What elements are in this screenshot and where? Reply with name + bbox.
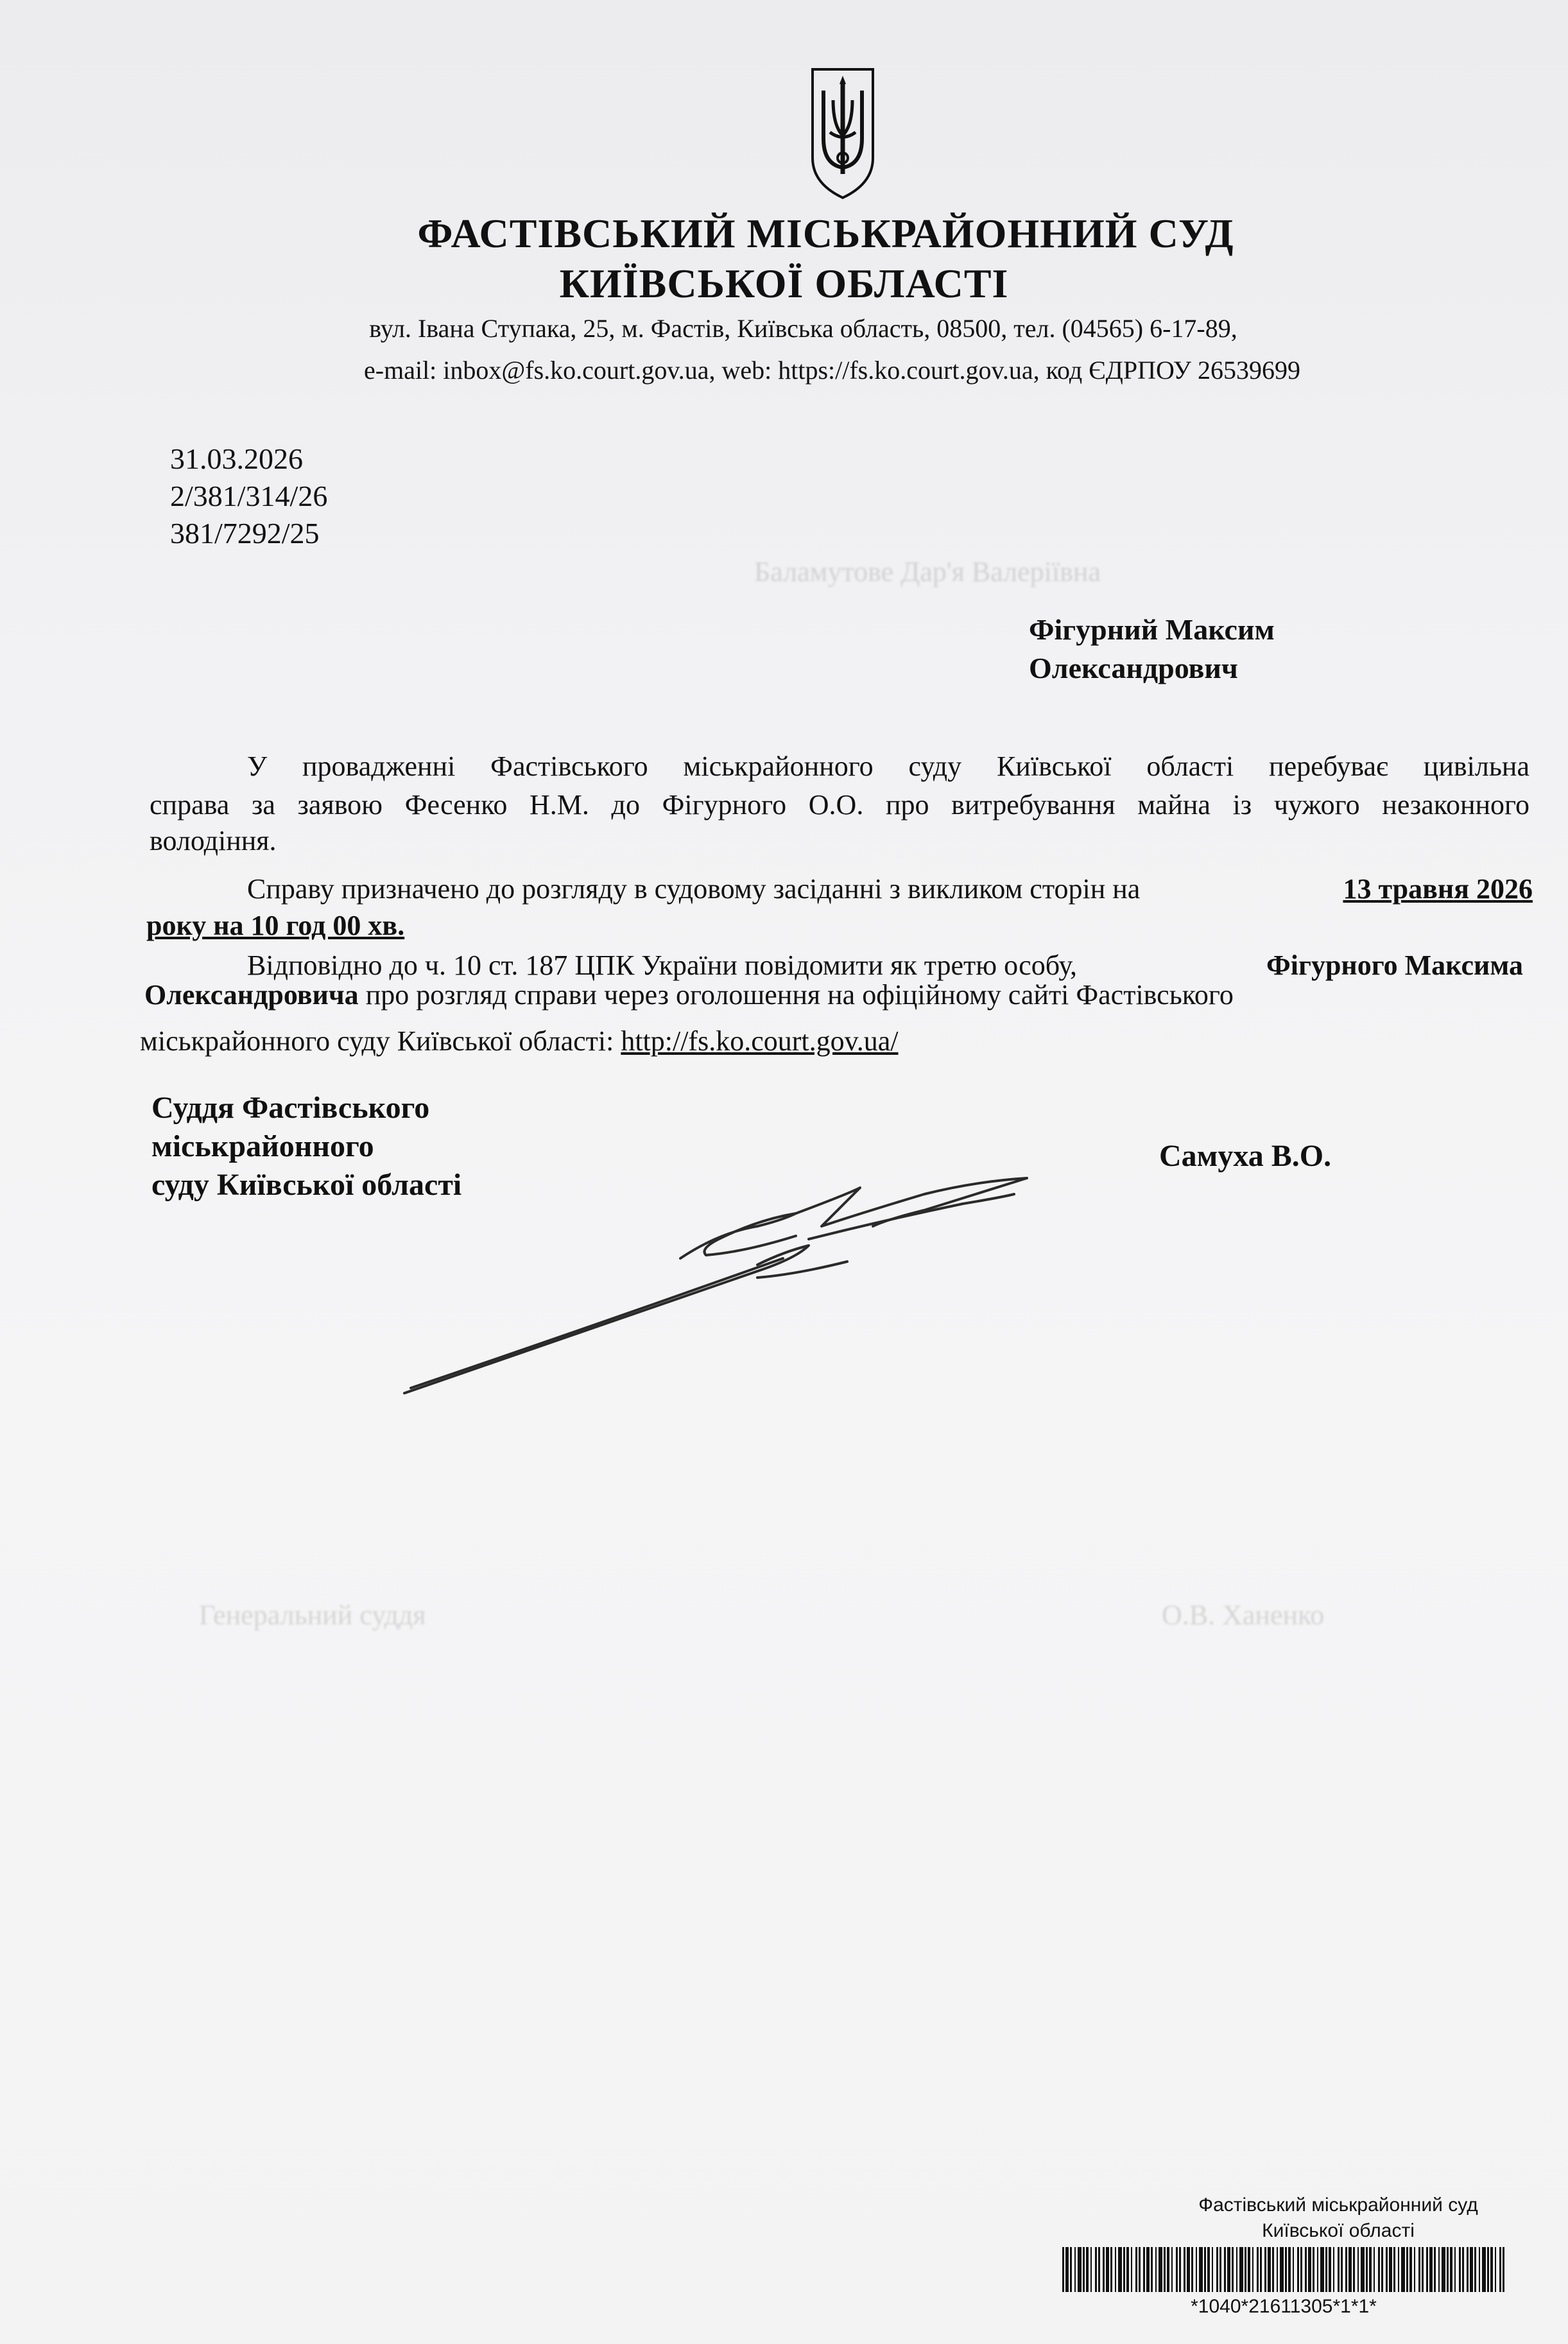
barcode-bar — [1414, 2247, 1415, 2292]
barcode-bar — [1401, 2247, 1405, 2292]
barcode-bar — [1479, 2247, 1480, 2292]
court-title-line2: КИЇВСЬКОЇ ОБЛАСТІ — [559, 261, 1009, 306]
barcode-bar — [1260, 2247, 1262, 2292]
barcode-bar — [1118, 2247, 1122, 2292]
judge-name: Самуха В.О. — [1159, 1139, 1332, 1173]
barcode-bar — [1277, 2247, 1278, 2292]
barcode-bar — [1474, 2247, 1476, 2292]
barcode-bar — [1062, 2247, 1064, 2292]
paragraph-3-line3 — [140, 1027, 899, 1055]
barcode-bar — [1418, 2247, 1420, 2292]
barcode-bar — [1123, 2247, 1125, 2292]
barcode-bar — [1442, 2247, 1445, 2292]
barcode-bar — [1450, 2247, 1452, 2292]
coat-of-arms-icon — [807, 62, 878, 203]
barcode-bar — [1090, 2247, 1092, 2292]
barcode-bar — [1482, 2247, 1486, 2292]
barcode-bar — [1207, 2247, 1210, 2292]
court-title-line1: ФАСТІВСЬКИЙ МІСЬКРАЙОННИЙ СУД — [417, 211, 1234, 256]
barcode-bar — [1374, 2247, 1375, 2292]
judge-title-line2: міськрайонного — [151, 1129, 374, 1163]
paragraph-1-line2: справа за заявою Фесенко Н.М. до Фігурного О.О. про витребування майна із чужого незаконного — [150, 789, 1529, 820]
barcode-bar — [1086, 2247, 1089, 2292]
barcode-bar — [1083, 2247, 1085, 2292]
barcode-bar — [1333, 2247, 1334, 2292]
barcode-bar — [1272, 2247, 1274, 2292]
barcode-bar — [1288, 2247, 1291, 2292]
barcode-bar — [1280, 2247, 1284, 2292]
barcode-bar — [1216, 2247, 1218, 2292]
third-party-name-cont: Олександровича — [144, 979, 359, 1011]
barcode-bar — [1348, 2247, 1352, 2292]
barcode-bar — [1115, 2247, 1116, 2292]
bleed-through-text: О.В. Ханенко — [1162, 1599, 1325, 1631]
barcode-bar — [1143, 2247, 1145, 2292]
judge-title-line3: суду Київської області — [151, 1168, 462, 1202]
barcode-bar — [1126, 2247, 1129, 2292]
barcode-bar — [1227, 2247, 1230, 2292]
barcode-bar — [1357, 2247, 1359, 2292]
court-contacts: e-mail: inbox@fs.ko.court.gov.ua, web: https://fs.ko.court.gov.ua, код ЄДРПОУ 26539699 — [364, 356, 1300, 385]
barcode-bar — [1159, 2247, 1162, 2292]
barcode-bar — [1297, 2247, 1299, 2292]
barcode-bar — [1300, 2247, 1302, 2292]
notice-text-end: міськрайонного суду Київської області: — [140, 1025, 621, 1057]
barcode-bar — [1329, 2247, 1331, 2292]
barcode-bar — [1171, 2247, 1173, 2292]
barcode-bar — [1110, 2247, 1112, 2292]
barcode-icon — [1062, 2247, 1505, 2292]
barcode-bar — [1434, 2247, 1436, 2292]
barcode-bar — [1389, 2247, 1392, 2292]
barcode-bar — [1264, 2247, 1266, 2292]
barcode-bar — [1167, 2247, 1169, 2292]
hearing-text: Справу призначено до розгляду в судовому засіданні з викликом сторін на — [247, 873, 1141, 905]
barcode-bar — [1406, 2247, 1408, 2292]
barcode-bar — [1248, 2247, 1250, 2292]
hearing-time: року на 10 год 00 хв. — [146, 910, 405, 941]
barcode-bar — [1151, 2247, 1153, 2292]
barcode-bar — [1503, 2247, 1504, 2292]
barcode-bar — [1078, 2247, 1081, 2292]
barcode-bar — [1268, 2247, 1271, 2292]
barcode-bar — [1293, 2247, 1294, 2292]
barcode-bar — [1381, 2247, 1383, 2292]
barcode-bar — [1459, 2247, 1461, 2292]
barcode-bar — [1106, 2247, 1109, 2292]
barcode-bar — [1164, 2247, 1166, 2292]
paragraph-1-line1: У провадженні Фастівського міськрайонного суду Київської області перебуває цивільна — [247, 751, 1529, 782]
notice-text: Відповідно до ч. 10 ст. 187 ЦПК України повідомити як третю особу, — [247, 950, 1078, 981]
barcode-bar — [1317, 2247, 1318, 2292]
recipient-name-line2: Олександрович — [1029, 652, 1238, 684]
barcode-bar — [1196, 2247, 1197, 2292]
recipient-name-line1: Фігурний Максим — [1029, 613, 1275, 646]
barcode-bar — [1065, 2247, 1069, 2292]
barcode-bar — [1176, 2247, 1178, 2292]
case-number: 381/7292/25 — [170, 517, 320, 550]
paragraph-3-line1 — [247, 951, 1523, 980]
barcode-bar — [1393, 2247, 1395, 2292]
barcode-bar — [1398, 2247, 1399, 2292]
outgoing-number: 2/381/314/26 — [170, 480, 328, 512]
barcode-bar — [1139, 2247, 1141, 2292]
barcode-bar — [1313, 2247, 1314, 2292]
barcode-bar — [1179, 2247, 1181, 2292]
barcode-bar — [1245, 2247, 1246, 2292]
barcode-bar — [1232, 2247, 1234, 2292]
barcode-bar — [1426, 2247, 1428, 2292]
barcode-bar — [1495, 2247, 1496, 2292]
bleed-through-text: Баламутове Дар'я Валеріївна — [754, 556, 1101, 587]
barcode-bar — [1467, 2247, 1469, 2292]
barcode-bar — [1187, 2247, 1190, 2292]
barcode-bar — [1345, 2247, 1347, 2292]
barcode-bar — [1305, 2247, 1307, 2292]
barcode-bar — [1499, 2247, 1501, 2292]
barcode-bar — [1212, 2247, 1213, 2292]
barcode-bar — [1070, 2247, 1072, 2292]
paragraph-2-line1 — [247, 875, 1533, 903]
barcode-bar — [1074, 2247, 1076, 2292]
barcode-bar — [1378, 2247, 1380, 2292]
barcode-bar — [1353, 2247, 1355, 2292]
barcode-number: *1040*21611305*1*1* — [1191, 2296, 1377, 2317]
barcode-bar — [1386, 2247, 1388, 2292]
barcode-bar — [1095, 2247, 1097, 2292]
barcode-bar — [1184, 2247, 1185, 2292]
stamp-region: Київської області — [1262, 2220, 1415, 2241]
handwritten-signature — [398, 1149, 1168, 1406]
document-date: 31.03.2026 — [170, 442, 303, 475]
barcode-bar — [1191, 2247, 1193, 2292]
barcode-bar — [1422, 2247, 1424, 2292]
barcode-bar — [1285, 2247, 1287, 2292]
judge-title-line1: Суддя Фастівського — [151, 1091, 430, 1125]
barcode-bar — [1199, 2247, 1203, 2292]
court-website-link[interactable]: http://fs.ko.court.gov.ua/ — [621, 1025, 899, 1057]
barcode-bar — [1204, 2247, 1206, 2292]
barcode-bar — [1366, 2247, 1368, 2292]
barcode-bar — [1239, 2247, 1243, 2292]
third-party-name: Фігурного Максима — [1266, 950, 1523, 981]
notice-text-cont: про розгляд справи через оголошення на офіційному сайті Фастівського — [358, 979, 1234, 1011]
barcode-bar — [1224, 2247, 1226, 2292]
barcode-bar — [1103, 2247, 1105, 2292]
barcode-bar — [1454, 2247, 1456, 2292]
barcode-bar — [1438, 2247, 1440, 2292]
hearing-date: 13 травня 2026 — [1343, 873, 1533, 905]
barcode-bar — [1308, 2247, 1311, 2292]
barcode-bar — [1369, 2247, 1372, 2292]
bleed-through-text: Генеральний суддя — [199, 1599, 426, 1631]
barcode-bar — [1155, 2247, 1157, 2292]
paragraph-1-line3: володіння. — [150, 825, 277, 856]
barcode-bar — [1361, 2247, 1365, 2292]
barcode-bar — [1236, 2247, 1237, 2292]
barcode-bar — [1338, 2247, 1340, 2292]
paragraph-3-line2 — [144, 981, 1234, 1009]
barcode-bar — [1320, 2247, 1324, 2292]
barcode-bar — [1098, 2247, 1100, 2292]
barcode-bar — [1429, 2247, 1433, 2292]
barcode-bar — [1135, 2247, 1137, 2292]
barcode-bar — [1490, 2247, 1493, 2292]
barcode-bar — [1219, 2247, 1221, 2292]
barcode-bar — [1487, 2247, 1489, 2292]
barcode-bar — [1470, 2247, 1473, 2292]
barcode-bar — [1409, 2247, 1412, 2292]
barcode-bar — [1131, 2247, 1132, 2292]
barcode-bar — [1341, 2247, 1343, 2292]
barcode-bar — [1325, 2247, 1327, 2292]
stamp-court-name: Фастівський міськрайонний суд — [1198, 2194, 1478, 2216]
barcode-bar — [1252, 2247, 1254, 2292]
barcode-bar — [1447, 2247, 1449, 2292]
court-address: вул. Івана Ступака, 25, м. Фастів, Київська область, 08500, тел. (04565) 6-17-89, — [369, 314, 1237, 343]
barcode-bar — [1146, 2247, 1150, 2292]
barcode-bar — [1257, 2247, 1259, 2292]
barcode-bar — [1462, 2247, 1464, 2292]
